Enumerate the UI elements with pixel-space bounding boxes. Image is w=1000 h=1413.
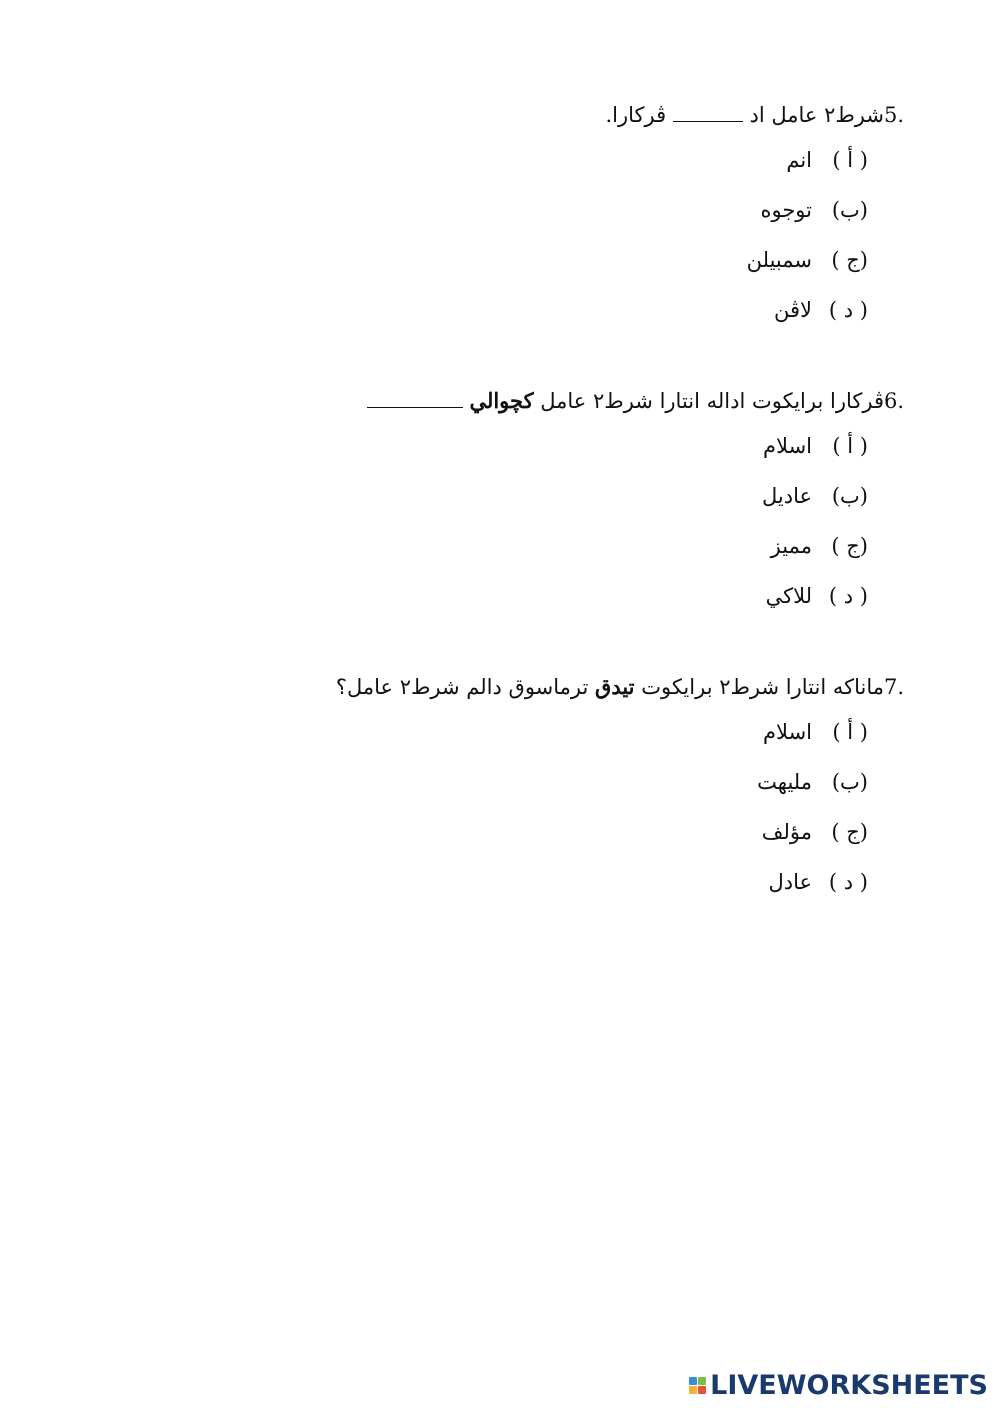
question-5 — [318, 100, 918, 348]
question-stem — [318, 100, 918, 130]
option-label: (ج ) — [831, 248, 868, 272]
option-text: مميز — [770, 534, 812, 558]
option-a[interactable] — [318, 148, 868, 198]
option-label: ( أ ) — [832, 434, 868, 458]
option-text: مؤلف — [761, 820, 812, 844]
liveworksheets-logo — [689, 1370, 988, 1401]
answer-blank — [673, 120, 743, 122]
option-a[interactable] — [318, 434, 868, 484]
option-d[interactable] — [318, 870, 868, 920]
option-text: عاديل — [761, 484, 812, 508]
options-list — [318, 720, 868, 920]
option-label: ( أ ) — [832, 720, 868, 744]
option-c[interactable] — [318, 248, 868, 298]
option-label: ( د ) — [828, 584, 868, 608]
option-b[interactable] — [318, 198, 868, 248]
option-text: توجوه — [760, 198, 812, 222]
question-text: شرط٢ عامل اد ڤركارا. — [605, 103, 884, 127]
option-b[interactable] — [318, 770, 868, 820]
question-stem — [318, 386, 918, 416]
option-text: للاكي — [765, 584, 812, 608]
logo-text: LIVEWORKSHEETS — [710, 1370, 988, 1401]
option-label: ( أ ) — [832, 148, 868, 172]
logo-mark-square — [689, 1377, 697, 1385]
option-text: اسلام — [763, 434, 812, 458]
option-d[interactable] — [318, 584, 868, 634]
question-number: 6. — [884, 389, 905, 413]
logo-mark-square — [698, 1386, 706, 1394]
logo-mark-square — [689, 1386, 697, 1394]
option-c[interactable] — [318, 534, 868, 584]
question-text: ڤركارا برايكوت اداله انتارا شرط٢ عامل كچوالي — [367, 386, 884, 416]
options-list — [318, 148, 868, 348]
question-text: ماناكه انتارا شرط٢ برايكوت تيدق ترماسوق دالم شرط٢ عامل؟ — [335, 674, 884, 699]
logo-mark-square — [698, 1377, 706, 1385]
option-text: سمبيلن — [746, 248, 812, 272]
option-d[interactable] — [318, 298, 868, 348]
logo-mark-icon — [689, 1377, 706, 1394]
option-a[interactable] — [318, 720, 868, 770]
option-text: اسلام — [763, 720, 812, 744]
question-stem — [318, 672, 918, 702]
option-label: ( د ) — [828, 870, 868, 894]
option-label: (ج ) — [831, 534, 868, 558]
option-label: (ب) — [831, 484, 868, 508]
option-label: (ب) — [831, 198, 868, 222]
question-number: 5. — [884, 103, 905, 127]
question-6 — [318, 386, 918, 634]
option-text: عادل — [768, 870, 812, 894]
option-label: (ج ) — [831, 820, 868, 844]
question-7 — [318, 672, 918, 920]
options-list — [318, 434, 868, 634]
option-text: انم — [786, 148, 812, 172]
option-label: ( د ) — [828, 298, 868, 322]
option-c[interactable] — [318, 820, 868, 870]
option-text: مليهت — [757, 770, 812, 794]
answer-blank — [367, 406, 463, 408]
option-label: (ب) — [831, 770, 868, 794]
question-number: 7. — [884, 675, 905, 699]
option-text: لاڤن — [773, 298, 812, 322]
option-b[interactable] — [318, 484, 868, 534]
